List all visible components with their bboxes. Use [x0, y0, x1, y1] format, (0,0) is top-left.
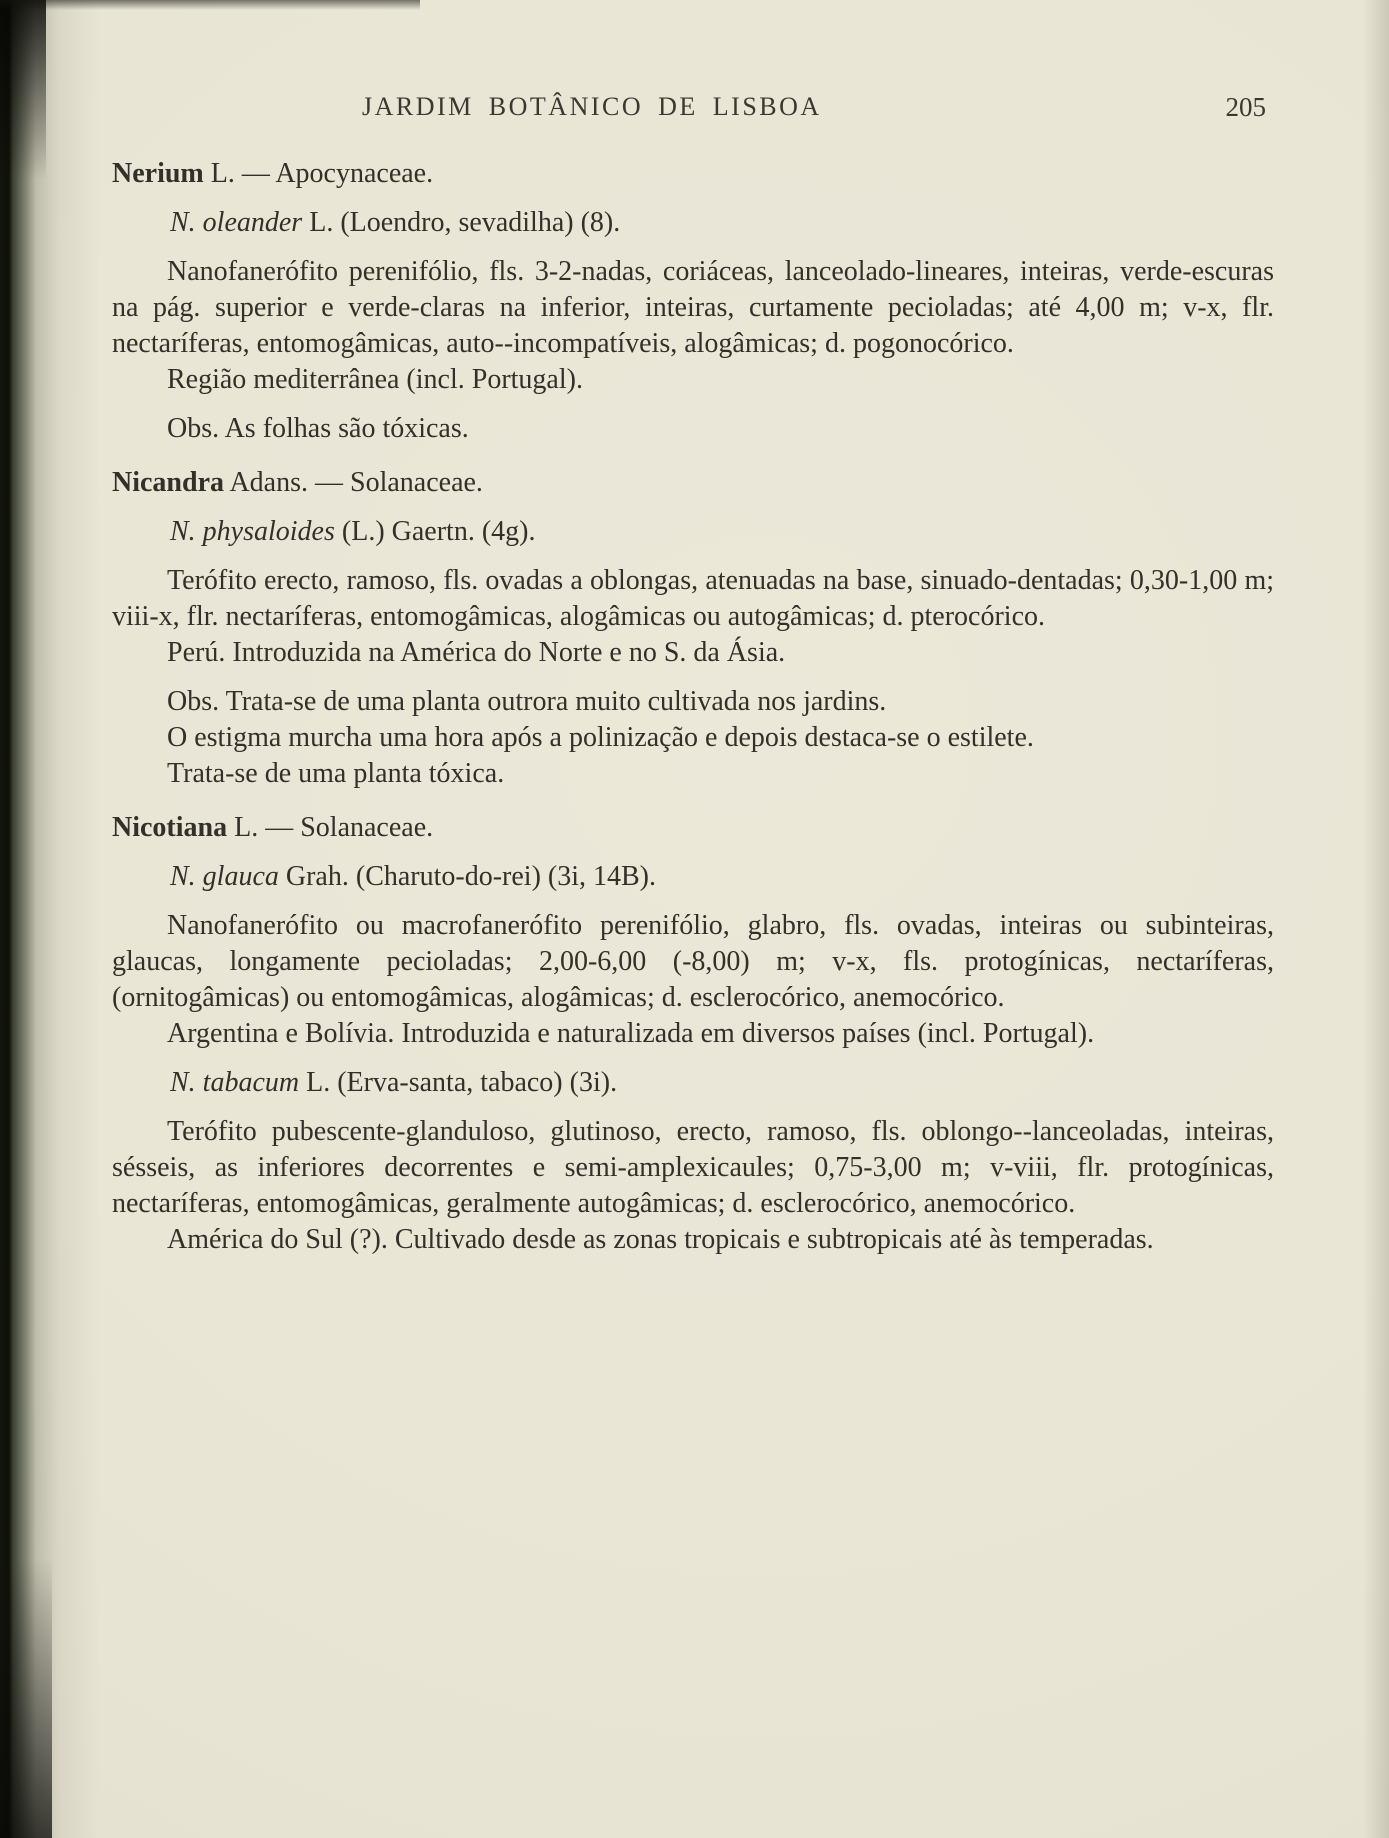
genus-name: Nicotiana [112, 812, 228, 843]
species-name: N. oleander [170, 207, 303, 238]
paragraph-physaloides-description: Terófito erecto, ramoso, fls. ovadas a oblongas, atenuadas na base, sinuado-dentadas; 0,30-1,00 m; viii-x, flr. nectaríferas, entomogâmicas, alogâmicas ou autogâmicas; d. pterocórico. [112, 565, 1274, 632]
paragraph-oleander-distribution: Região mediterrânea (incl. Portugal). [167, 364, 583, 395]
page-number: 205 [1225, 92, 1266, 122]
scan-right-shadow [1363, 0, 1389, 1838]
paragraph-physaloides-distribution: Perú. Introduzida na América do Norte e no S. da Ásia. [167, 637, 786, 668]
page-header [112, 92, 1274, 132]
species-name: N. physaloides [170, 516, 335, 547]
book-binding-edge [0, 0, 100, 1838]
paragraph-physaloides-obs: Obs. Trata-se de uma planta outrora muito cultivada nos jardins. [167, 686, 887, 717]
species-authority: L. (Loendro, sevadilha) (8). [302, 207, 621, 238]
species-name: N. tabacum [170, 1067, 300, 1098]
paragraph-glauca-distribution: Argentina e Bolívia. Introduzida e naturalizada em diversos países (incl. Portugal). [167, 1018, 1095, 1049]
paragraph-physaloides-obs-3: Trata-se de uma planta tóxica. [167, 758, 505, 789]
paragraph-oleander-obs: Obs. As folhas são tóxicas. [167, 413, 469, 444]
species-authority: L. (Erva-santa, tabaco) (3i). [299, 1067, 618, 1098]
species-heading-tabacum [112, 1065, 1274, 1101]
paragraph-tabacum-distribution: América do Sul (?). Cultivado desde as zonas tropicais e subtropicais até às temperadas. [167, 1224, 1154, 1255]
paragraph-oleander-description: Nanofanerófito perenifólio, fls. 3-2-nadas, coriáceas, lanceolado-lineares, inteiras, verde-escuras na pág. superior e verde-claras na inferior, inteiras, curtamente pecioladas; até 4,00 m; v-x, flr. nectaríferas, entomogâmicas, auto--incompatíveis, alogâmicas; d. pogonocórico. [112, 256, 1274, 359]
species-authority: (L.) Gaertn. (4g). [334, 516, 536, 547]
species-heading-oleander [112, 205, 1274, 241]
genus-heading-nicotiana [112, 810, 1274, 846]
scan-top-shadow [0, 0, 420, 10]
genus-authority: L. — Solanaceae. [227, 812, 434, 843]
genus-heading-nicandra [112, 465, 1274, 501]
species-name: N. glauca [170, 861, 279, 892]
genus-heading-nerium [112, 156, 1274, 192]
paragraph-glauca-description: Nanofanerófito ou macrofanerófito perenifólio, glabro, fls. ovadas, inteiras ou subinteiras, glaucas, longamente pecioladas; 2,00-6,00 (-8,00) m; v-x, fls. protogínicas, nectaríferas, (ornitogâmicas) ou entomogâmicas, alogâmicas; d. esclerocórico, anemocórico. [112, 910, 1274, 1013]
header-title: JARDIM BOTÂNICO DE LISBOA [362, 92, 822, 121]
species-authority: Grah. (Charuto-do-rei) (3i, 14B). [278, 861, 657, 892]
genus-authority: Adans. — Solanaceae. [224, 467, 483, 498]
paragraph-tabacum-description: Terófito pubescente-glanduloso, glutinoso, erecto, ramoso, fls. oblongo--lanceoladas, inteiras, sésseis, as inferiores decorrentes e semi-amplexicaules; 0,75-3,00 m; v-viii, flr. protogínicas, nectaríferas, entomogâmicas, geralmente autogâmicas; d. esclerocórico, anemocórico. [112, 1116, 1274, 1219]
genus-name: Nicandra [112, 467, 224, 498]
species-heading-glauca [112, 859, 1274, 895]
genus-authority: L. — Apocynaceae. [203, 158, 434, 189]
paragraph-physaloides-obs-2: O estigma murcha uma hora após a polinização e depois destaca-se o estilete. [167, 722, 1034, 753]
text-block [112, 92, 1274, 1258]
species-heading-physaloides [112, 514, 1274, 550]
genus-name: Nerium [112, 158, 204, 189]
